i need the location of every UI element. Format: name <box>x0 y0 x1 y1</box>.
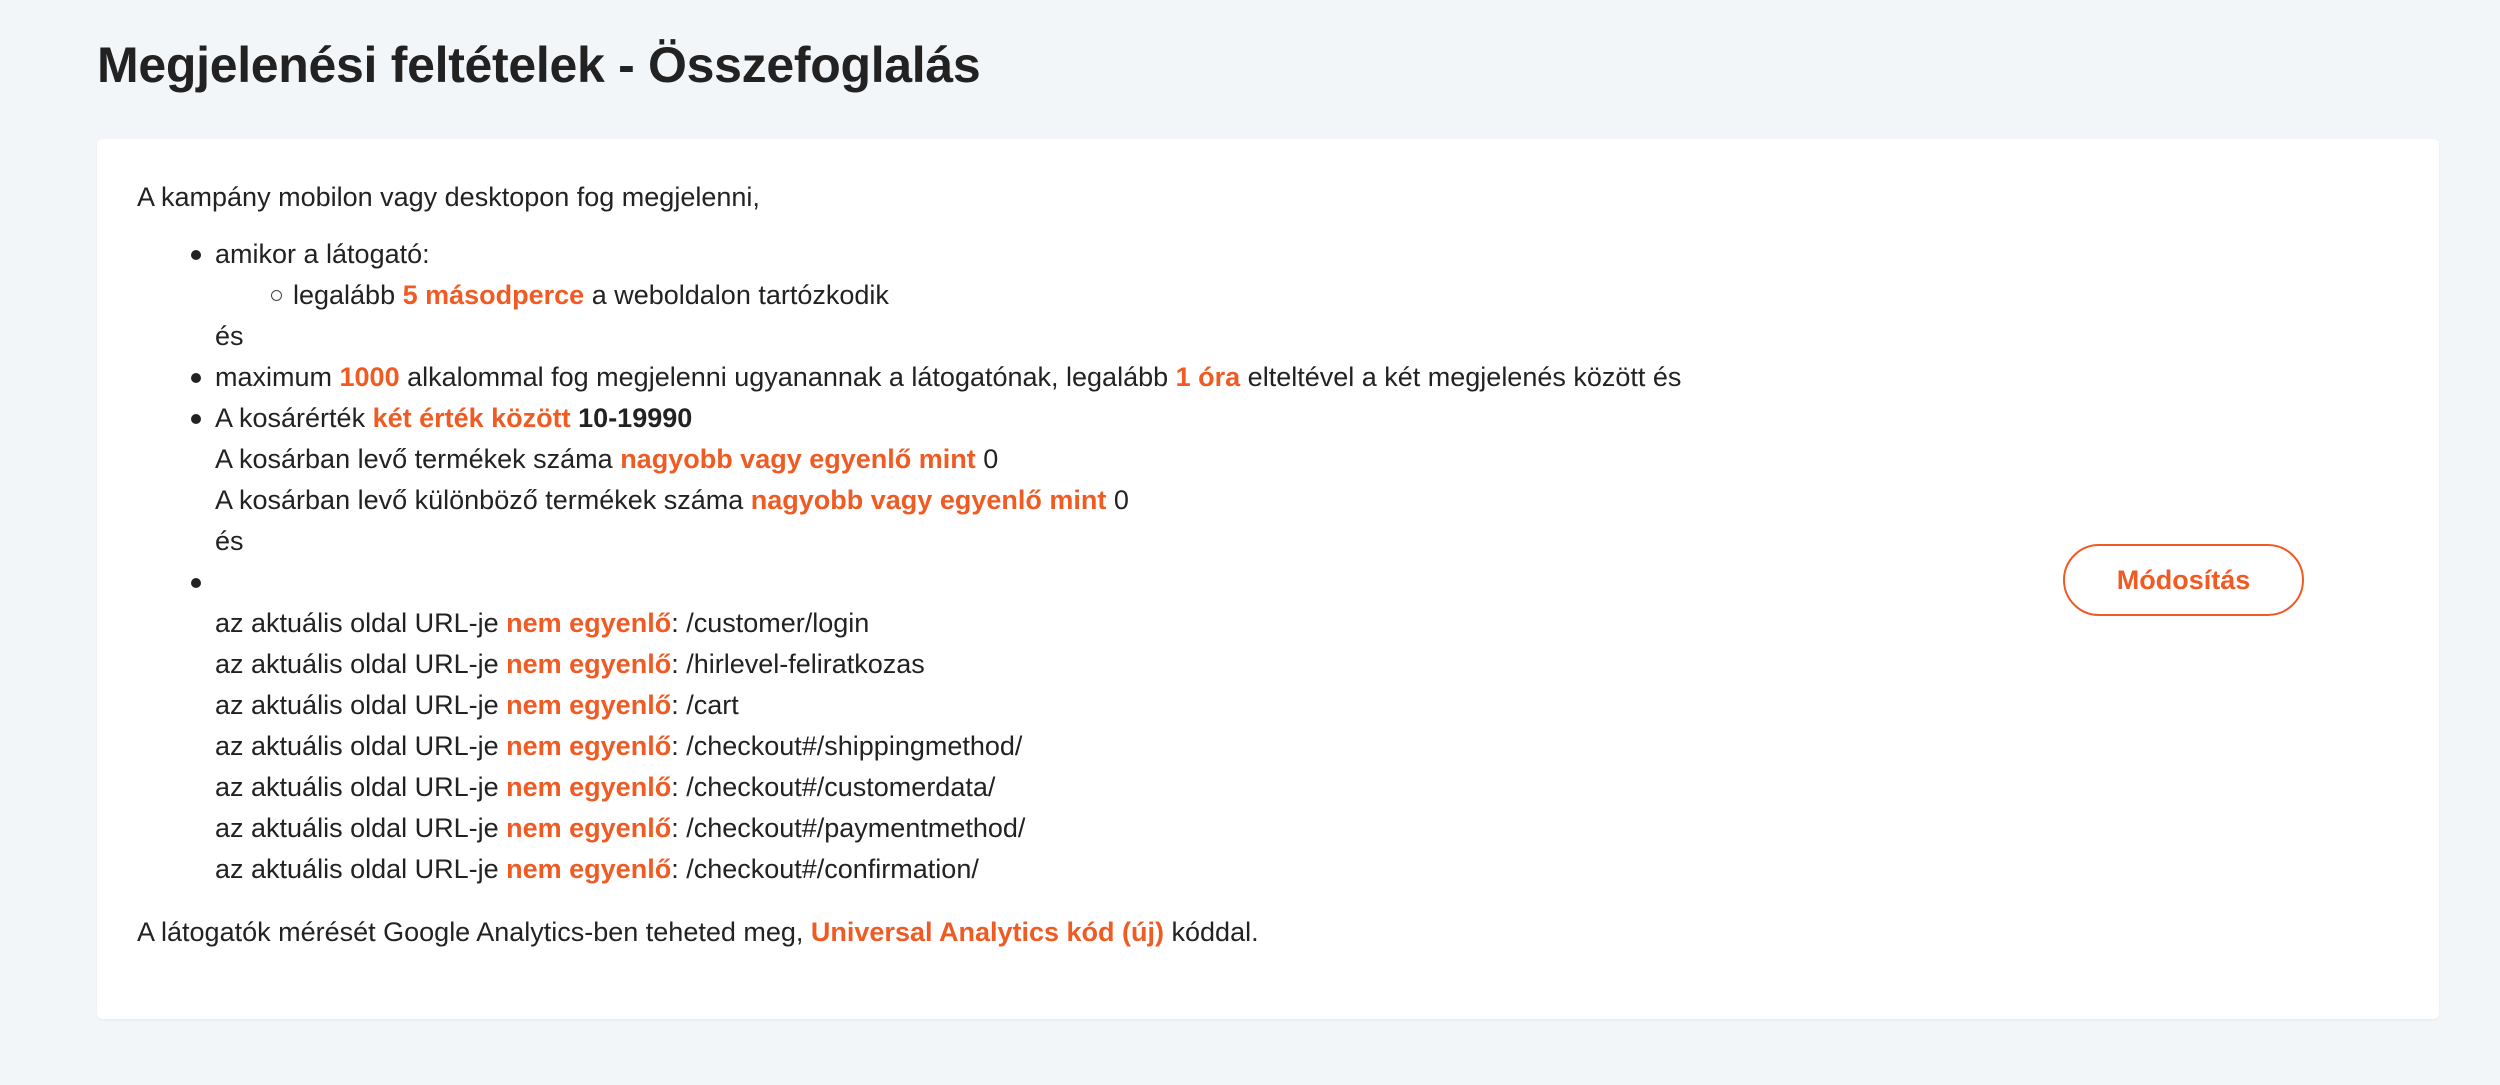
distinct-count-prefix: A kosárban levő különböző termékek száma <box>215 485 751 515</box>
visitor-label: amikor a látogató: <box>215 239 430 269</box>
url-rule-prefix: az aktuális oldal URL-je <box>215 690 507 720</box>
item-count-operator: nagyobb vagy egyenlő mint <box>620 444 976 474</box>
summary-card <box>97 139 2439 1019</box>
url-rule-operator: nem egyenlő <box>506 772 672 802</box>
url-rule-prefix: az aktuális oldal URL-je <box>215 813 507 843</box>
analytics-code-link[interactable]: Universal Analytics kód (új) <box>810 917 1165 947</box>
url-rule-prefix: az aktuális oldal URL-je <box>215 649 507 679</box>
conjunction-and: és <box>215 321 244 351</box>
url-rule-line <box>215 726 2037 767</box>
url-rule-line <box>215 644 2037 685</box>
item-count-prefix: A kosárban levő termékek száma <box>215 444 621 474</box>
cart-value-line <box>215 398 2037 439</box>
cart-value-prefix: A kosárérték <box>215 403 373 433</box>
conjunction-and: és <box>215 526 244 556</box>
url-spacer <box>215 562 2037 603</box>
item-count-value: 0 <box>975 444 999 474</box>
page-title: Megjelenési feltételek - Összefoglalás <box>97 37 981 93</box>
url-rule-value: : /cart <box>671 690 739 720</box>
frequency-count: 1000 <box>339 362 400 392</box>
url-rule-line <box>215 849 2037 890</box>
summary-content <box>137 177 2037 953</box>
cart-value-operator: két érték között <box>372 403 571 433</box>
url-rule-operator: nem egyenlő <box>506 608 672 638</box>
time-suffix: a weboldalon tartózkodik <box>584 280 889 310</box>
url-rule-prefix: az aktuális oldal URL-je <box>215 731 507 761</box>
analytics-suffix: kóddal. <box>1164 917 1259 947</box>
url-rule-value: : /checkout#/paymentmethod/ <box>671 813 1026 843</box>
frequency-interval: 1 óra <box>1175 362 1241 392</box>
time-highlight: 5 másodperce <box>402 280 585 310</box>
url-rule-line <box>215 808 2037 849</box>
distinct-count-value: 0 <box>1106 485 1129 515</box>
visitor-sub-list <box>215 275 2037 316</box>
url-rule-value: : /checkout#/confirmation/ <box>671 854 979 884</box>
url-rule-operator: nem egyenlő <box>506 649 672 679</box>
url-rule-prefix: az aktuális oldal URL-je <box>215 772 507 802</box>
cart-distinct-count-line <box>215 480 2037 521</box>
url-condition-item <box>215 562 2037 890</box>
url-rule-operator: nem egyenlő <box>506 813 672 843</box>
condition-list <box>137 234 2037 890</box>
analytics-prefix: A látogatók mérését Google Analytics-ben teheted meg, <box>137 917 811 947</box>
cart-value-range: 10-19990 <box>578 403 693 433</box>
url-rule-line <box>215 603 2037 644</box>
url-rule-operator: nem egyenlő <box>506 690 672 720</box>
cart-item-count-line <box>215 439 2037 480</box>
url-rule-value: : /checkout#/customerdata/ <box>671 772 996 802</box>
frequency-middle: alkalommal fog megjelenni ugyanannak a látogatónak, legalább <box>399 362 1176 392</box>
modify-button[interactable]: Módosítás <box>2063 544 2304 616</box>
url-rule-value: : /customer/login <box>671 608 870 638</box>
url-rule-line <box>215 685 2037 726</box>
url-rule-value: : /hirlevel-feliratkozas <box>671 649 925 679</box>
distinct-count-operator: nagyobb vagy egyenlő mint <box>750 485 1107 515</box>
frequency-condition-item <box>215 357 2037 398</box>
url-rule-operator: nem egyenlő <box>506 854 672 884</box>
visitor-condition-item <box>215 234 2037 357</box>
url-rule-line <box>215 767 2037 808</box>
analytics-text <box>137 912 2037 953</box>
intro-text: A kampány mobilon vagy desktopon fog megjelenni, <box>137 182 760 212</box>
cart-condition-item <box>215 398 2037 562</box>
url-rule-prefix: az aktuális oldal URL-je <box>215 608 507 638</box>
time-prefix: legalább <box>293 280 403 310</box>
url-rule-operator: nem egyenlő <box>506 731 672 761</box>
url-rule-value: : /checkout#/shippingmethod/ <box>671 731 1023 761</box>
time-on-site-condition <box>293 275 2037 316</box>
url-rule-prefix: az aktuális oldal URL-je <box>215 854 507 884</box>
frequency-suffix: elteltével a két megjelenés között és <box>1240 362 1682 392</box>
frequency-prefix: maximum <box>215 362 340 392</box>
